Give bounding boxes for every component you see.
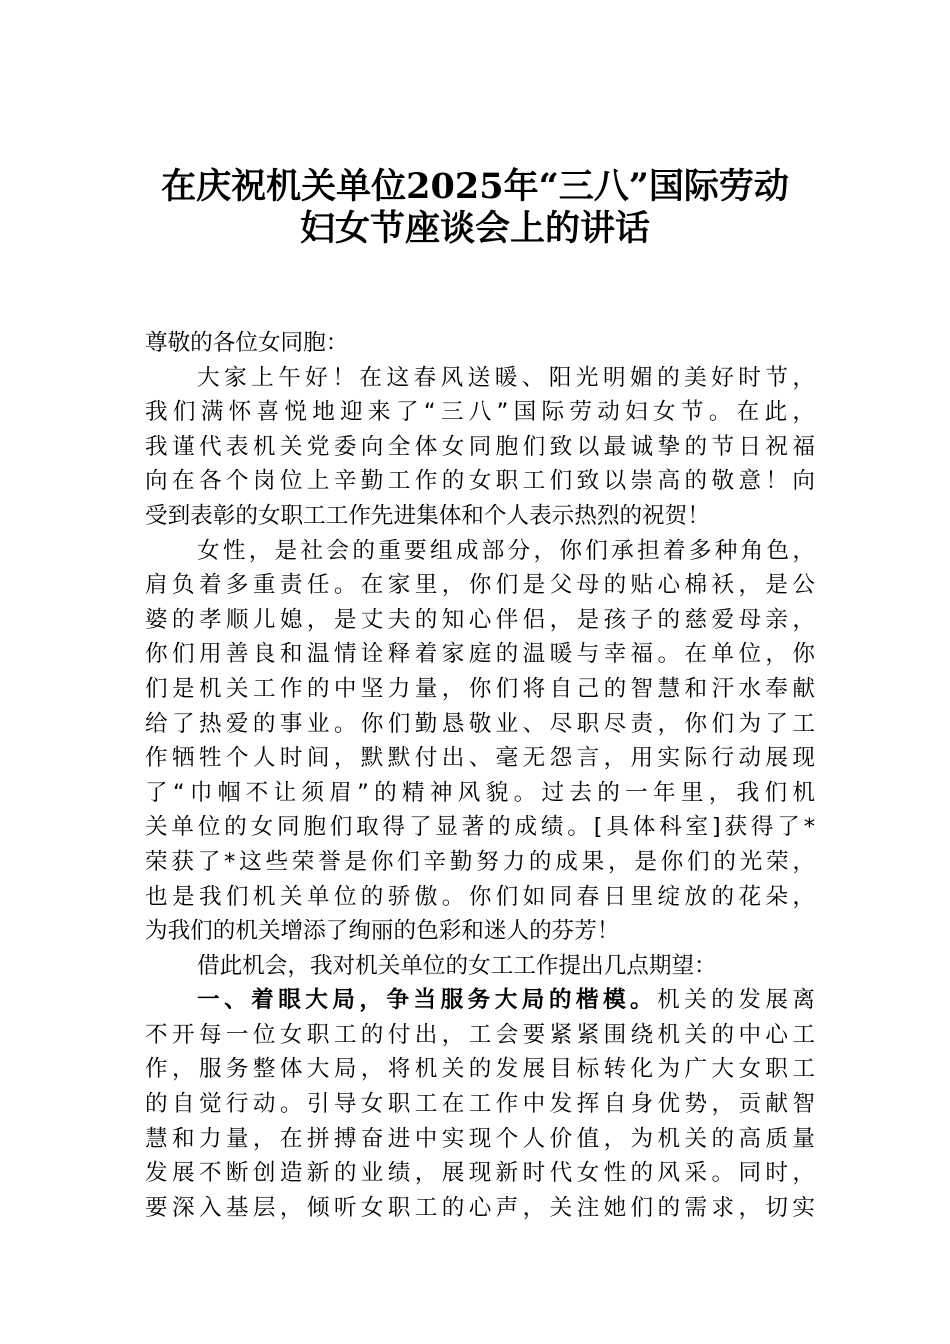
paragraph-2-line: 们是机关工作的中坚力量，你们将自己的智慧和汗水奉献 xyxy=(145,675,815,702)
paragraph-2-line: 关单位的女同胞们取得了显著的成绩。[具体科室]获得了* xyxy=(145,814,815,841)
paragraph-4-line: 的自觉行动。引导女职工在工作中发挥自身优势，贡献智 xyxy=(145,1091,815,1118)
paragraph-1-line: 受到表彰的女职工工作先进集体和个人表示热烈的祝贺！ xyxy=(145,502,710,529)
paragraph-1-line: 向在各个岗位上辛勤工作的女职工们致以崇高的敬意！向 xyxy=(145,468,815,495)
salutation: 尊敬的各位女同胞： xyxy=(145,330,349,356)
paragraph-4-line: 发展不断创造新的业绩，展现新时代女性的风采。同时， xyxy=(145,1160,815,1187)
section-1-text: 机关的发展离 xyxy=(657,987,816,1014)
paragraph-1-line: 大家上午好！在这春风送暖、阳光明媚的美好时节， xyxy=(197,364,815,391)
paragraph-1-line: 我们满怀喜悦地迎来了“三八”国际劳动妇女节。在此， xyxy=(145,399,815,426)
paragraph-4-line xyxy=(145,983,815,1018)
paragraph-4-line: 不开每一位女职工的付出，工会要紧紧围绕机关的中心工 xyxy=(145,1021,815,1048)
document-title-line-1: 在庆祝机关单位2025年“三八”国际劳动 xyxy=(161,166,789,207)
paragraph-4-line: 作，服务整体大局，将机关的发展目标转化为广大女职工 xyxy=(145,1056,815,1083)
paragraph-2-line: 为我们的机关增添了绚丽的色彩和迷人的芬芳！ xyxy=(145,918,620,945)
paragraph-2-line: 女性，是社会的重要组成部分，你们承担着多种角色， xyxy=(197,537,815,564)
paragraph-2-line: 也是我们机关单位的骄傲。你们如同春日里绽放的花朵， xyxy=(145,883,815,910)
paragraph-3-line: 借此机会，我对机关单位的女工工作提出几点期望： xyxy=(197,952,717,979)
paragraph-2-line: 婆的孝顺儿媳，是丈夫的知心伴侣，是孩子的慈爱母亲， xyxy=(145,606,815,633)
paragraph-2-line: 你们用善良和温情诠释着家庭的温暖与幸福。在单位，你 xyxy=(145,641,815,668)
document-title-line-2: 妇女节座谈会上的讲话 xyxy=(299,208,650,249)
paragraph-2-line: 作牺牲个人时间，默默付出、毫无怨言，用实际行动展现 xyxy=(145,745,815,772)
paragraph-2-line: 了“巾帼不让须眉”的精神风貌。过去的一年里，我们机 xyxy=(145,779,815,806)
section-heading-1: 一、着眼大局，争当服务大局的楷模。 xyxy=(197,987,658,1014)
paragraph-4-line: 慧和力量，在拼搏奋进中实现个人价值，为机关的高质量 xyxy=(145,1125,815,1152)
paragraph-2-line: 荣获了*这些荣誉是你们辛勤努力的成果，是你们的光荣， xyxy=(145,848,815,875)
document-body xyxy=(145,326,815,1225)
paragraph-4-line: 要深入基层，倾听女职工的心声，关注她们的需求，切实 xyxy=(145,1194,815,1221)
paragraph-1-line: 我谨代表机关党委向全体女同胞们致以最诚挚的节日祝福 xyxy=(145,433,815,460)
paragraph-2-line: 给了热爱的事业。你们勤恳敬业、尽职尽责，你们为了工 xyxy=(145,710,815,737)
paragraph-2-line: 肩负着多重责任。在家里，你们是父母的贴心棉袄，是公 xyxy=(145,572,815,599)
